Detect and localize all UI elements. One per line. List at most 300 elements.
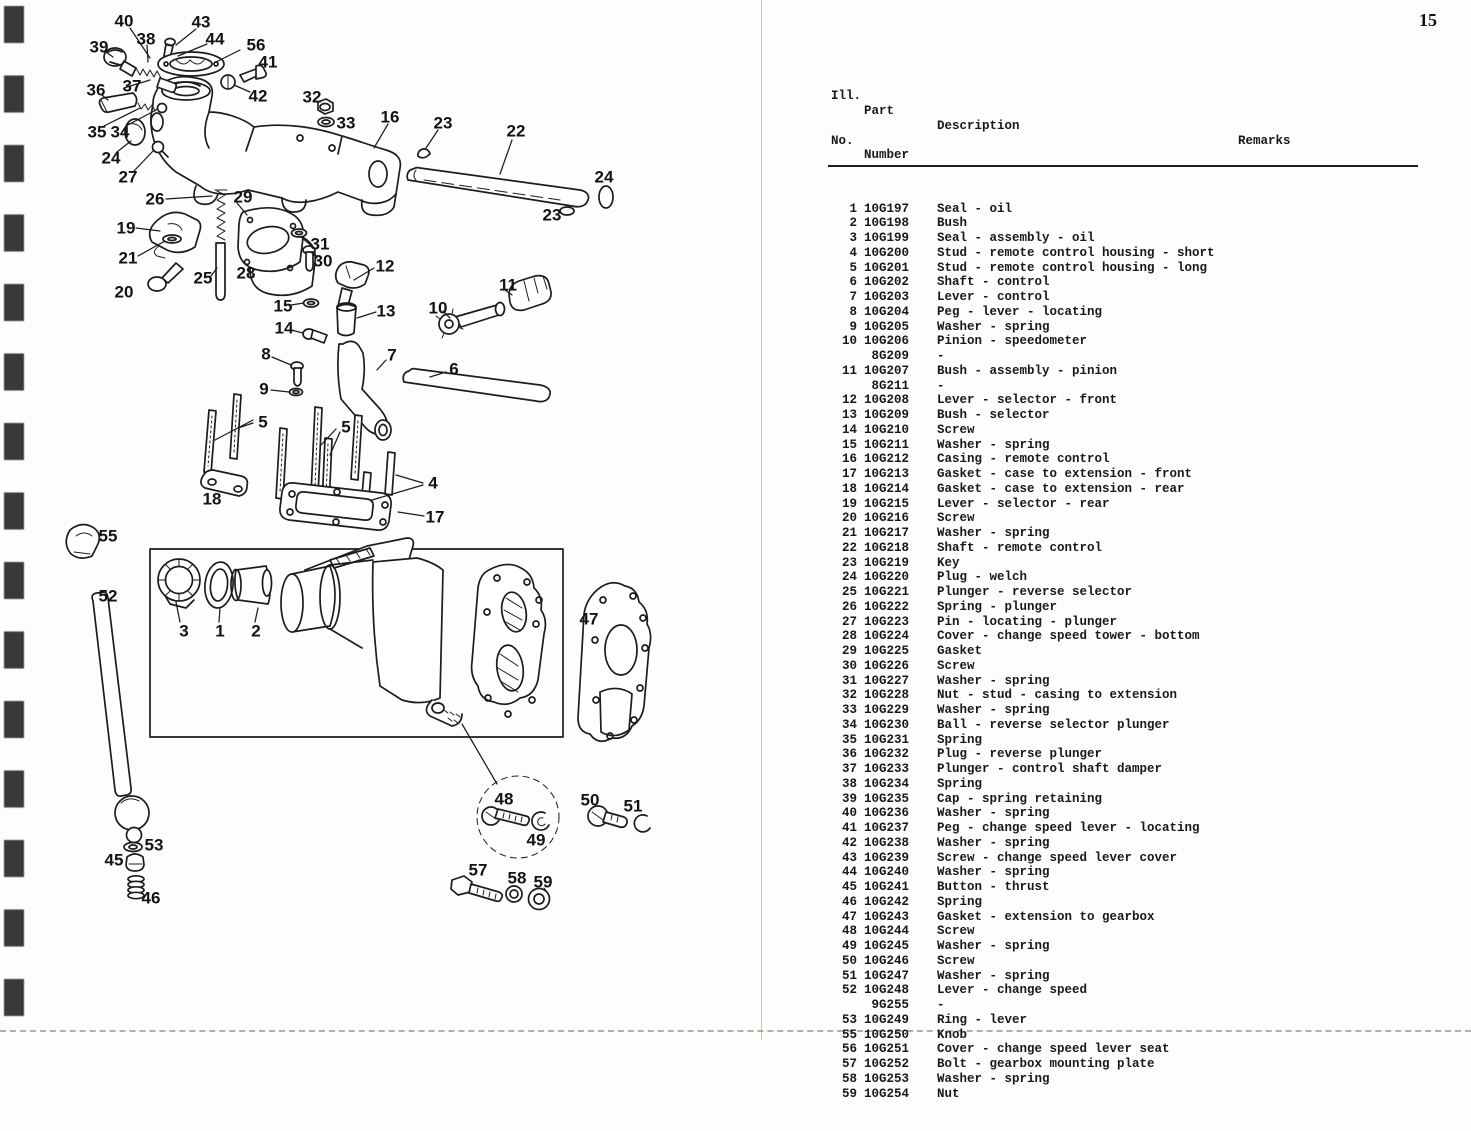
cell-part-number: 10G241 xyxy=(863,880,909,894)
cell-ill-no: 25 xyxy=(841,585,857,599)
cell-ill-no: 30 xyxy=(841,658,857,673)
callout-9: 9 xyxy=(259,379,269,399)
callout-42: 42 xyxy=(248,86,268,106)
table-row xyxy=(0,408,1471,423)
cell-ill-no: 17 xyxy=(841,467,857,481)
cell-ill-no: 29 xyxy=(841,644,857,658)
table-row xyxy=(0,1087,1471,1102)
cell-description: Button - thrust xyxy=(937,880,1050,894)
cell-description: - xyxy=(937,998,945,1012)
callout-20: 20 xyxy=(114,282,134,302)
cell-part-number: 10G218 xyxy=(863,540,909,555)
cell-part-number: 10G198 xyxy=(863,216,909,231)
table-row xyxy=(0,659,1471,674)
cell-ill-no: 15 xyxy=(841,437,857,452)
cell-part-number: 10G208 xyxy=(863,393,909,408)
cell-description: Plug - welch xyxy=(937,570,1028,585)
callout-45: 45 xyxy=(104,850,124,870)
callout-15: 15 xyxy=(273,296,293,316)
callout-18: 18 xyxy=(202,489,222,509)
cell-description: Washer - spring xyxy=(937,806,1050,821)
cell-ill-no: 28 xyxy=(841,629,857,644)
cell-ill-no: 19 xyxy=(841,496,857,511)
cell-ill-no: 37 xyxy=(841,762,857,776)
cell-ill-no: 45 xyxy=(841,880,857,894)
cell-description: Stud - remote control housing - short xyxy=(937,245,1215,260)
cell-part-number: 10G245 xyxy=(863,939,909,953)
cell-part-number: 10G242 xyxy=(863,894,909,909)
table-row xyxy=(0,556,1471,571)
cell-part-number: 10G250 xyxy=(863,1027,909,1042)
table-row xyxy=(0,423,1471,438)
cell-part-number: 10G223 xyxy=(863,614,909,629)
cell-ill-no: 20 xyxy=(841,511,857,526)
cell-ill-no: 12 xyxy=(841,393,857,408)
cell-description: Bolt - gearbox mounting plate xyxy=(937,1057,1155,1071)
cell-part-number: 10G240 xyxy=(863,865,909,880)
callout-22: 22 xyxy=(506,121,526,141)
cell-part-number: 10G201 xyxy=(863,260,909,275)
cell-ill-no: 11 xyxy=(841,363,857,378)
cell-description: Screw xyxy=(937,924,975,939)
table-row xyxy=(0,789,1471,809)
cell-description: Key xyxy=(937,555,960,570)
cell-ill-no: 4 xyxy=(849,245,857,260)
table-row xyxy=(0,851,1471,866)
cell-description: Washer - spring xyxy=(937,703,1050,717)
table-row xyxy=(0,733,1471,748)
cell-part-number: 10G216 xyxy=(863,511,909,526)
callout-58: 58 xyxy=(507,868,527,888)
cell-description: Washer - spring xyxy=(937,437,1050,452)
table-row xyxy=(0,526,1471,541)
callout-41: 41 xyxy=(258,52,278,72)
cell-description: Cover - change speed tower - bottom xyxy=(937,629,1200,644)
table-row xyxy=(0,570,1471,585)
cell-ill-no: 35 xyxy=(841,732,857,747)
callout-38: 38 xyxy=(136,29,156,49)
table-row xyxy=(0,688,1471,703)
cell-description: Gasket xyxy=(937,644,983,658)
cell-ill-no: 32 xyxy=(841,688,857,703)
table-row xyxy=(0,600,1471,615)
cell-part-number: 10G206 xyxy=(863,334,909,349)
cell-part-number: 10G215 xyxy=(863,496,909,511)
header-number: Number xyxy=(864,148,910,163)
cell-part-number: 10G211 xyxy=(863,437,909,452)
cell-ill-no: 40 xyxy=(841,806,857,821)
cell-ill-no: 42 xyxy=(841,835,857,850)
table-row xyxy=(0,615,1471,630)
table-row xyxy=(0,777,1471,792)
cell-part-number: 10G248 xyxy=(863,983,909,998)
page-number: 15 xyxy=(1419,10,1437,30)
cell-part-number: 10G204 xyxy=(863,304,909,319)
callout-30: 30 xyxy=(313,251,333,271)
cell-part-number: 10G247 xyxy=(863,968,909,983)
cell-ill-no: 58 xyxy=(841,1071,857,1086)
cell-ill-no: 43 xyxy=(841,850,857,865)
cell-description: Plunger - control shaft damper xyxy=(937,762,1163,776)
callout-8: 8 xyxy=(261,344,271,364)
table-row xyxy=(0,231,1471,246)
cell-part-number: 10G249 xyxy=(863,1012,909,1027)
cell-description: Lever - selector - rear xyxy=(937,496,1110,511)
cell-description: Spring xyxy=(937,732,983,747)
cell-description: Screw xyxy=(937,658,975,673)
table-row xyxy=(0,983,1471,998)
callout-29: 29 xyxy=(233,187,253,207)
cell-description: Pinion - speedometer xyxy=(937,334,1088,349)
cell-part-number: 10G244 xyxy=(863,924,909,939)
table-row xyxy=(0,1042,1471,1057)
cell-ill-no: 2 xyxy=(849,216,857,231)
cell-ill-no: 49 xyxy=(841,939,857,953)
cell-part-number: 10G227 xyxy=(863,673,909,688)
cell-ill-no: 24 xyxy=(841,570,857,585)
callout-43: 43 xyxy=(191,12,211,32)
cell-part-number: 10G220 xyxy=(863,570,909,585)
header-part: Part xyxy=(864,104,895,118)
cell-description: Washer - spring xyxy=(937,968,1050,983)
cell-description: Casing - remote control xyxy=(937,452,1110,467)
parts-rows xyxy=(0,202,1471,1102)
cell-ill-no: 50 xyxy=(841,953,857,968)
cell-part-number: 10G237 xyxy=(863,821,909,835)
cell-description: Peg - lever - locating xyxy=(937,304,1103,319)
cell-ill-no: 48 xyxy=(841,924,857,939)
table-row xyxy=(0,364,1471,379)
table-row xyxy=(0,924,1471,939)
cell-ill-no: 23 xyxy=(841,555,857,570)
cell-description: Lever - change speed xyxy=(937,983,1088,998)
cell-ill-no: 21 xyxy=(841,526,857,540)
cell-description: Plunger - reverse selector xyxy=(937,585,1133,599)
cell-ill-no: 44 xyxy=(841,865,857,880)
callout-6: 6 xyxy=(449,359,459,379)
callout-47: 47 xyxy=(579,609,599,629)
callout-2: 2 xyxy=(251,621,261,641)
header-description: Description xyxy=(937,118,1020,133)
cell-part-number: 10G214 xyxy=(863,481,909,496)
callout-51: 51 xyxy=(623,796,643,816)
cell-part-number: 10G254 xyxy=(863,1086,909,1101)
cell-description: Washer - spring xyxy=(937,673,1050,688)
callout-44: 44 xyxy=(205,29,225,49)
callout-53: 53 xyxy=(144,835,164,855)
cell-ill-no: 33 xyxy=(841,703,857,717)
callout-40: 40 xyxy=(114,11,134,31)
callout-23: 23 xyxy=(433,113,453,133)
cell-description: Screw - change speed lever cover xyxy=(937,850,1178,865)
cell-part-number: 10G225 xyxy=(863,644,909,658)
cell-ill-no: 3 xyxy=(849,231,857,245)
cell-part-number: 10G232 xyxy=(863,747,909,762)
callout-34: 34 xyxy=(110,122,130,142)
callout-39: 39 xyxy=(89,37,109,57)
cell-ill-no: 27 xyxy=(841,614,857,629)
cell-description: Ring - lever xyxy=(937,1012,1028,1027)
cell-ill-no: 36 xyxy=(841,747,857,762)
table-row xyxy=(0,305,1471,320)
cell-description: - xyxy=(937,349,945,363)
cell-description: Lever - selector - front xyxy=(937,393,1118,408)
cell-part-number: 10G209 xyxy=(863,408,909,422)
cell-part-number: 10G219 xyxy=(863,555,909,570)
cell-part-number: 8G209 xyxy=(871,349,909,363)
table-row xyxy=(0,452,1471,467)
cell-ill-no: 53 xyxy=(841,1012,857,1027)
cell-ill-no: 18 xyxy=(841,481,857,496)
cell-part-number: 10G222 xyxy=(863,599,909,614)
callout-48: 48 xyxy=(494,789,514,809)
callout-10: 10 xyxy=(428,298,448,318)
cell-description: Lever - control xyxy=(937,290,1050,304)
callout-21: 21 xyxy=(118,248,138,268)
callout-14: 14 xyxy=(274,318,294,338)
cell-part-number: 10G236 xyxy=(863,806,909,821)
cell-ill-no: 13 xyxy=(841,408,857,422)
cell-part-number: 10G197 xyxy=(863,201,909,216)
cell-description: Washer - spring xyxy=(937,526,1050,540)
callout-46: 46 xyxy=(141,888,161,908)
table-row xyxy=(0,806,1471,821)
table-row xyxy=(0,644,1471,659)
cell-description: Pin - locating - plunger xyxy=(937,614,1118,629)
cell-description: Bush xyxy=(937,216,968,231)
cell-description: Gasket - case to extension - front xyxy=(937,467,1193,481)
table-row xyxy=(0,438,1471,453)
cell-part-number: 10G224 xyxy=(863,629,909,644)
table-row xyxy=(0,821,1471,836)
table-row xyxy=(0,482,1471,497)
cell-part-number: 9G255 xyxy=(871,998,909,1012)
header-no: No. xyxy=(831,133,854,148)
cell-part-number: 10G243 xyxy=(863,909,909,924)
cell-part-number: 10G228 xyxy=(863,688,909,703)
cell-description: Plug - reverse plunger xyxy=(937,747,1103,762)
cell-ill-no: 5 xyxy=(849,260,857,275)
table-row xyxy=(0,585,1471,600)
cell-part-number: 10G235 xyxy=(863,791,909,806)
table-row xyxy=(0,703,1471,718)
table-row xyxy=(0,1028,1471,1043)
callout-50: 50 xyxy=(580,790,600,810)
cell-description: Nut xyxy=(937,1086,960,1101)
table-row xyxy=(0,1013,1471,1028)
cell-ill-no: 7 xyxy=(849,290,857,304)
table-row xyxy=(0,379,1471,394)
table-row xyxy=(0,718,1471,733)
cell-ill-no: 8 xyxy=(849,304,857,319)
callout-33: 33 xyxy=(336,113,356,133)
cell-ill-no: 10 xyxy=(841,334,857,349)
cell-part-number: 10G252 xyxy=(863,1057,909,1071)
callout-7: 7 xyxy=(387,345,397,365)
table-row xyxy=(0,511,1471,526)
cell-ill-no: 55 xyxy=(841,1027,857,1042)
cell-part-number: 10G213 xyxy=(863,467,909,481)
table-row xyxy=(0,467,1471,482)
cell-description: Gasket - extension to gearbox xyxy=(937,909,1155,924)
cell-part-number: 10G230 xyxy=(863,717,909,732)
callout-36: 36 xyxy=(86,80,106,100)
header-ill: Ill. xyxy=(831,89,862,104)
cell-part-number: 10G246 xyxy=(863,953,909,968)
callout-17: 17 xyxy=(425,507,445,527)
table-row xyxy=(0,275,1471,290)
cell-description: Washer - spring xyxy=(937,835,1050,850)
table-row xyxy=(0,939,1471,954)
cell-ill-no: 16 xyxy=(841,452,857,467)
table-row xyxy=(0,393,1471,408)
cell-ill-no: 34 xyxy=(841,717,857,732)
cell-description: Shaft - remote control xyxy=(937,540,1103,555)
cell-part-number: 10G210 xyxy=(863,422,909,437)
cell-description: Peg - change speed lever - locating xyxy=(937,821,1200,835)
cell-part-number: 10G205 xyxy=(863,319,909,334)
callout-35: 35 xyxy=(87,122,107,142)
cell-ill-no: 38 xyxy=(841,776,857,791)
callout-16: 16 xyxy=(380,107,400,127)
cell-ill-no: 22 xyxy=(841,540,857,555)
table-row xyxy=(0,320,1471,335)
cell-part-number: 10G233 xyxy=(863,762,909,776)
cell-ill-no: 52 xyxy=(841,983,857,998)
cell-ill-no: 47 xyxy=(841,909,857,924)
cell-description: Shaft - control xyxy=(937,275,1050,290)
cell-ill-no: 59 xyxy=(841,1086,857,1101)
callout-4: 4 xyxy=(428,473,438,493)
table-row xyxy=(0,246,1471,261)
callout-12: 12 xyxy=(375,256,395,276)
callout-56: 56 xyxy=(246,35,266,55)
cell-ill-no: 1 xyxy=(849,201,857,216)
cell-ill-no: 46 xyxy=(841,894,857,909)
table-row xyxy=(0,674,1471,689)
cell-ill-no: 39 xyxy=(841,791,857,806)
table-row xyxy=(0,836,1471,851)
cell-ill-no: 31 xyxy=(841,673,857,688)
callout-3: 3 xyxy=(179,621,189,641)
cell-description: Washer - spring xyxy=(937,939,1050,953)
cell-description: Washer - spring xyxy=(937,865,1050,880)
callout-57: 57 xyxy=(468,860,488,880)
cell-description: Ball - reverse selector plunger xyxy=(937,717,1170,732)
table-row xyxy=(0,969,1471,984)
callout-24: 24 xyxy=(101,148,121,168)
cell-description: Washer - spring xyxy=(937,1071,1050,1086)
cell-description: Screw xyxy=(937,511,975,526)
cell-part-number: 10G212 xyxy=(863,452,909,467)
callout-28: 28 xyxy=(236,263,256,283)
cell-description: Spring - plunger xyxy=(937,599,1058,614)
cell-ill-no: 26 xyxy=(841,599,857,614)
table-row xyxy=(0,762,1471,777)
cell-description: Screw xyxy=(937,422,975,437)
callout-32: 32 xyxy=(302,87,322,107)
callout-52: 52 xyxy=(98,586,118,606)
cell-part-number: 8G211 xyxy=(871,378,909,393)
cell-part-number: 10G202 xyxy=(863,275,909,290)
cell-part-number: 10G200 xyxy=(863,245,909,260)
cell-description: Stud - remote control housing - long xyxy=(937,260,1208,275)
callout-5: 5 xyxy=(341,417,351,437)
callout-26: 26 xyxy=(145,189,165,209)
table-row xyxy=(0,895,1471,910)
cell-description: Screw xyxy=(937,953,975,968)
table-row xyxy=(0,349,1471,364)
table-row xyxy=(0,541,1471,556)
cell-part-number: 10G217 xyxy=(863,526,909,540)
table-row xyxy=(0,290,1471,305)
cell-part-number: 10G203 xyxy=(863,290,909,304)
cell-ill-no: 51 xyxy=(841,968,857,983)
cell-part-number: 10G238 xyxy=(863,835,909,850)
cell-part-number: 10G229 xyxy=(863,703,909,717)
cell-ill-no: 9 xyxy=(849,319,857,334)
table-row xyxy=(0,1072,1471,1087)
cell-part-number: 10G221 xyxy=(863,585,909,599)
cell-ill-no: 6 xyxy=(849,275,857,290)
header-remarks: Remarks xyxy=(1238,133,1291,148)
callout-11: 11 xyxy=(499,275,517,295)
table-row xyxy=(0,954,1471,969)
cell-description: Bush - assembly - pinion xyxy=(937,363,1118,378)
cell-ill-no: 57 xyxy=(841,1057,857,1071)
cell-part-number: 10G226 xyxy=(863,658,909,673)
table-row xyxy=(0,880,1471,895)
cell-description: Spring xyxy=(937,894,983,909)
cell-ill-no: 41 xyxy=(841,821,857,835)
table-row xyxy=(0,261,1471,276)
cell-description: Cover - change speed lever seat xyxy=(937,1042,1170,1057)
cell-ill-no: 56 xyxy=(841,1042,857,1057)
table-row xyxy=(0,497,1471,512)
callout-19: 19 xyxy=(116,218,136,238)
table-row xyxy=(0,1057,1471,1072)
table-row xyxy=(0,334,1471,349)
table-row xyxy=(0,216,1471,231)
cell-part-number: 10G253 xyxy=(863,1071,909,1086)
table-row xyxy=(0,910,1471,925)
cell-description: Cap - spring retaining xyxy=(937,791,1103,806)
callout-49: 49 xyxy=(526,830,546,850)
cell-part-number: 10G207 xyxy=(863,363,909,378)
callout-59: 59 xyxy=(533,872,553,892)
callout-24: 24 xyxy=(594,167,614,187)
table-row xyxy=(0,865,1471,880)
table-row xyxy=(0,629,1471,644)
cell-description: Spring xyxy=(937,776,983,791)
callout-31: 31 xyxy=(310,234,330,254)
cell-description: Knob xyxy=(937,1027,968,1042)
callout-1: 1 xyxy=(215,621,225,641)
callout-25: 25 xyxy=(193,268,213,288)
callout-55: 55 xyxy=(98,526,118,546)
cell-description: Bush - selector xyxy=(937,408,1050,422)
callout-27: 27 xyxy=(118,167,138,187)
cell-part-number: 10G231 xyxy=(863,732,909,747)
cell-description: Washer - spring xyxy=(937,319,1050,334)
table-row xyxy=(0,747,1471,762)
cell-ill-no: 14 xyxy=(841,422,857,437)
header-rule xyxy=(828,165,1418,167)
callout-13: 13 xyxy=(376,301,396,321)
parts-table xyxy=(0,45,1471,1131)
callout-23: 23 xyxy=(542,205,562,225)
cell-description: - xyxy=(937,378,945,393)
